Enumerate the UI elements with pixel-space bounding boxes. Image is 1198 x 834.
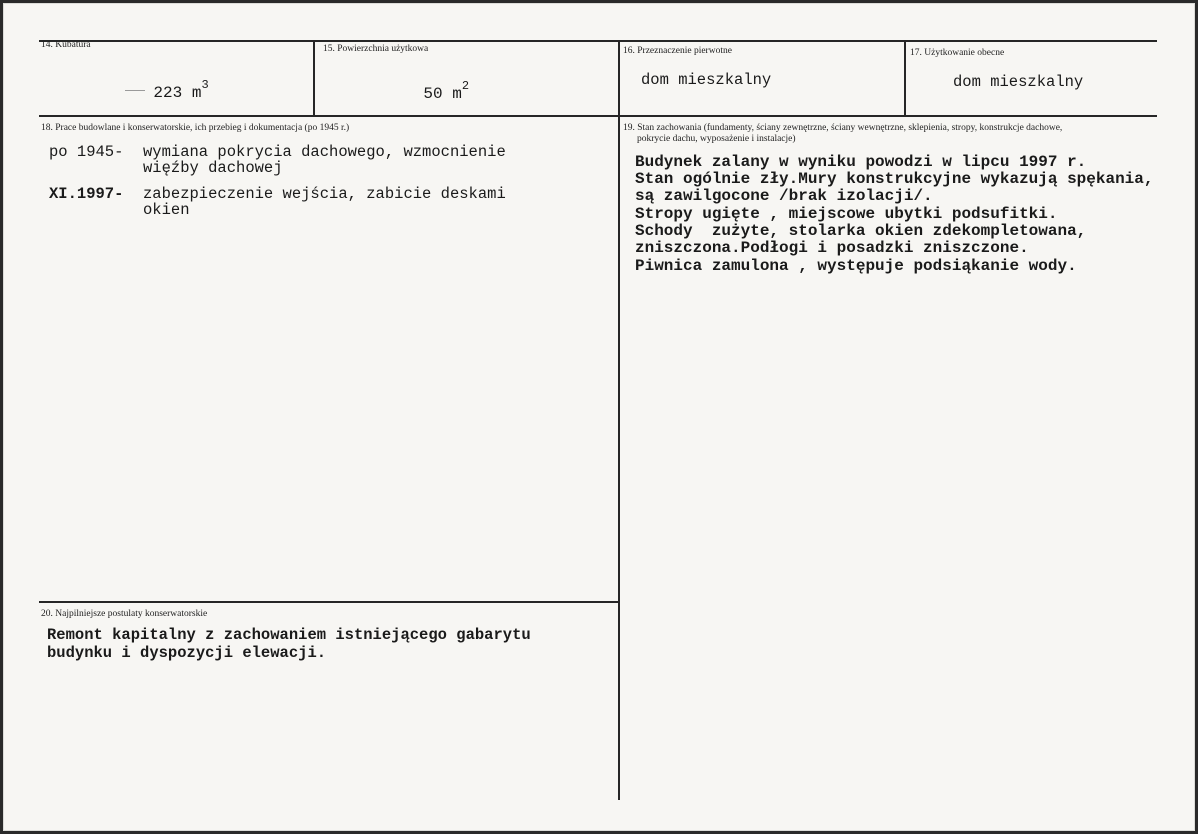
field-15-number: 50 [423,85,443,103]
field-19-line-1: Budynek zalany w wyniku powodzi w lipcu 1997 r. [635,153,1087,171]
field-14-label: 14. Kubatura [41,40,91,50]
field-18-entry-1-line-2: więźby dachowej [143,159,283,177]
field-18-entry-2-date: XI.1997- [49,185,124,203]
field-20-label: 20. Najpilniejsze postulaty konserwatorskie [41,609,208,619]
field-19-line-4: Stropy ugięte , miejscowe ubytki podsufitki. [635,205,1058,223]
field-17-label: 17. Użytkowanie obecne [910,48,1005,58]
field-17-value: dom mieszkalny [953,73,1084,91]
top-rule [39,40,1157,42]
col-divider-a [313,40,315,116]
field-19-label-line-1: 19. Stan zachowania (fundamenty, ściany zewnętrzne, ściany wewnętrzne, sklepienia, stropy, konstrukcje dachowe, [623,123,1063,133]
field-15-value [385,67,469,121]
field-19-label-line-2: pokrycie dachu, wyposażenie i instalacje) [637,134,796,144]
field-14-unit: m [191,84,202,102]
field-19-line-2: Stan ogólnie zły.Mury konstrukcyjne wykazują spękania, [635,170,1154,188]
field-18-label: 18. Prace budowlane i konserwatorskie, ich przebieg i dokumentacja (po 1945 r.) [41,123,350,133]
col-divider-b [904,40,906,116]
field-19-line-5: Schody zużyte, stolarka okien zdekompletowana, [635,222,1087,240]
field-15-label: 15. Powierzchnia użytkowa [323,44,429,54]
field-19-line-7: Piwnica zamulona , występuje podsiąkanie wody. [635,257,1077,275]
inventory-card [3,3,1195,831]
col-divider-main [618,40,620,800]
field-18-entry-1-line-1: wymiana pokrycia dachowego, wzmocnienie [143,143,506,161]
field-14-number: 223 [153,84,183,102]
field-20-line-1: Remont kapitalny z zachowaniem istniejącego gabarytu [47,626,531,644]
field-15-unit: m [452,85,462,103]
pencil-mark [125,90,145,91]
field-16-label: 16. Przeznaczenie pierwotne [623,46,732,56]
field-16-value: dom mieszkalny [641,71,772,89]
section20-top-rule [39,601,619,603]
field-18-entry-1-date: po 1945- [49,143,124,161]
field-20-line-2: budynku i dyspozycji elewacji. [47,644,327,662]
field-18-entry-2-line-2: okien [143,201,190,219]
field-14-value [115,66,209,120]
field-18-entry-2-line-1: zabezpieczenie wejścia, zabicie deskami [143,185,506,203]
field-19-line-6: zniszczona.Podłogi i posadzki zniszczone. [635,239,1029,257]
field-15-unit-exponent: 2 [461,79,470,93]
field-19-line-3: są zawilgocone /brak izolacji/. [635,187,933,205]
field-14-unit-exponent: 3 [201,78,209,92]
